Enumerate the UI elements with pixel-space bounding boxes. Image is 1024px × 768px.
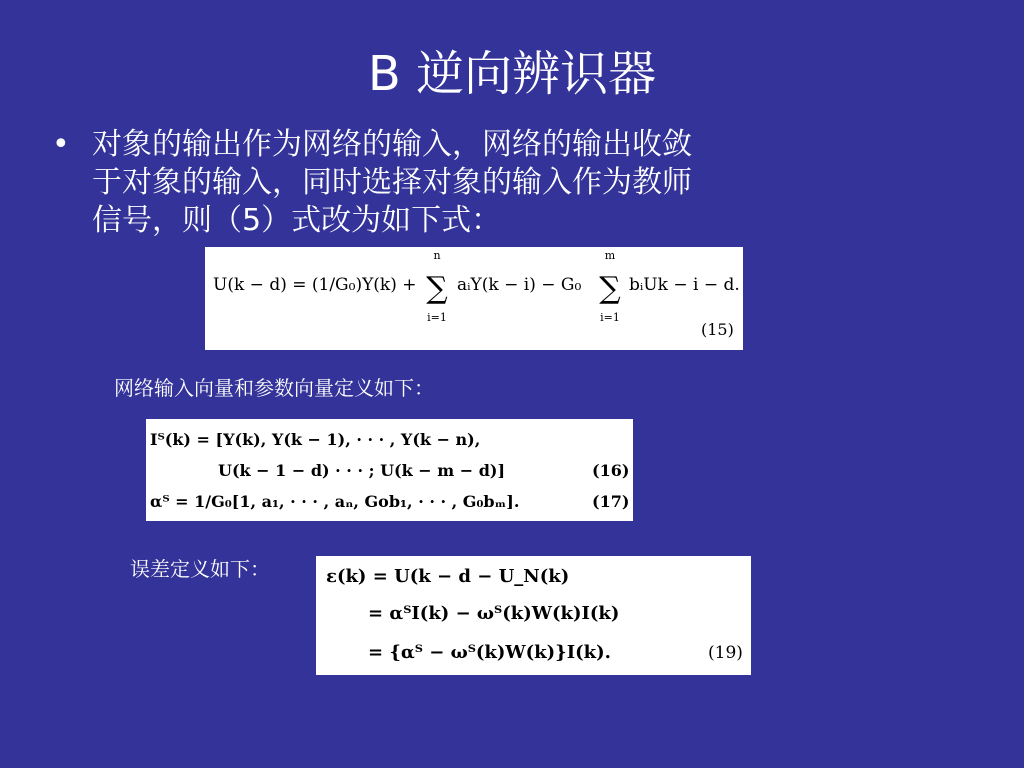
eq16-line2: U(k − 1 − d) · · · ; U(k − m − d)]	[218, 461, 506, 480]
bullet-line-2: 于对象的输入，同时选择对象的输入作为教师	[92, 165, 692, 200]
eq17-line: αᵀ = 1/G₀[1, a₁, · · · , aₙ, Gob₁, · · · , G₀bₘ].	[150, 492, 520, 511]
eq15-sum2-sigma: ∑	[599, 271, 621, 306]
eq15-main: U(k − d) = (1/G₀)Y(k) +	[213, 275, 417, 295]
bullet-paragraph	[52, 126, 902, 240]
eq15-term2: bᵢUk − i − d.	[629, 275, 740, 295]
eq15-number: (15)	[701, 320, 734, 339]
eq19-line2: = αᵀI(k) − ωᵀ(k)W(k)I(k)	[368, 603, 620, 624]
eq19-number: (19)	[708, 643, 743, 663]
caption-network-vectors: 网络输入向量和参数向量定义如下：	[114, 376, 434, 400]
equation-16-17-image	[146, 419, 633, 521]
eq19-line3: = {αᵀ − ωᵀ(k)W(k)}I(k).	[368, 642, 611, 663]
eq16-number: (16)	[592, 461, 630, 480]
eq15-sum1-bottom: i=1	[427, 311, 447, 324]
eq15-sum1-top: n	[433, 249, 441, 262]
eq15-term1: aᵢY(k − i) − G₀	[457, 275, 582, 295]
bullet-line-3: 信号，则（5）式改为如下式：	[92, 203, 502, 238]
eq15-sum1-sigma: ∑	[426, 271, 448, 306]
eq16-line1: Iᵀ(k) = [Y(k), Y(k − 1), · · · , Y(k − n),	[150, 430, 481, 449]
equation-15-image	[205, 247, 743, 350]
bullet-dot-icon: •	[52, 127, 70, 162]
eq15-sum2-top: m	[604, 249, 616, 262]
eq17-number: (17)	[592, 492, 630, 511]
eq19-line1: ε(k) = U(k − d − U_N(k)	[326, 566, 570, 587]
caption-error: 误差定义如下：	[130, 557, 270, 581]
equation-19-image	[316, 556, 751, 675]
eq15-sum2-bottom: i=1	[600, 311, 620, 324]
bullet-line-1: 对象的输出作为网络的输入，网络的输出收敛	[92, 127, 692, 162]
slide-title: B 逆向辨识器	[367, 46, 657, 102]
